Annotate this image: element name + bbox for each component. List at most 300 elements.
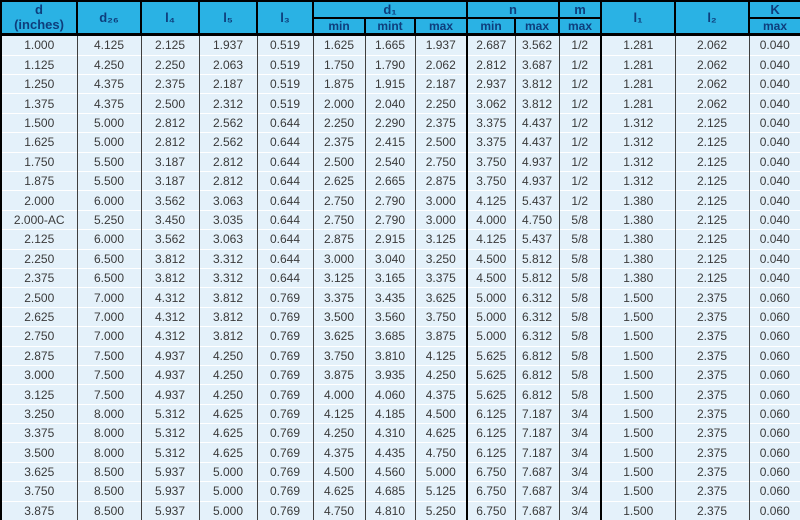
table-cell: 5/8 bbox=[559, 385, 601, 404]
table-cell: 1.790 bbox=[365, 55, 415, 74]
table-cell: 3.187 bbox=[141, 172, 199, 191]
table-cell: 2.812 bbox=[141, 113, 199, 132]
table-cell: 6.125 bbox=[467, 424, 515, 443]
table-cell: 1.000 bbox=[1, 35, 77, 56]
table-cell: 2.125 bbox=[675, 210, 749, 229]
table-cell: 2.540 bbox=[365, 152, 415, 171]
table-cell: 5.937 bbox=[141, 501, 199, 520]
table-cell: 6.750 bbox=[467, 482, 515, 501]
column-group-n: n bbox=[467, 1, 559, 18]
table-cell: 5.500 bbox=[77, 152, 141, 171]
table-cell: 3.187 bbox=[141, 152, 199, 171]
table-cell: 4.060 bbox=[365, 385, 415, 404]
table-cell: 2.687 bbox=[467, 35, 515, 56]
table-row bbox=[1, 365, 800, 384]
table-cell: 3.375 bbox=[467, 133, 515, 152]
table-cell: 4.625 bbox=[415, 424, 467, 443]
table-cell: 2.000-AC bbox=[1, 210, 77, 229]
table-cell: 1.937 bbox=[415, 35, 467, 56]
table-cell: 0.644 bbox=[257, 249, 313, 268]
table-cell: 3.812 bbox=[199, 288, 257, 307]
table-cell: 3.810 bbox=[365, 346, 415, 365]
table-cell: 2.875 bbox=[313, 230, 365, 249]
table-row bbox=[1, 35, 800, 56]
table-row bbox=[1, 288, 800, 307]
table-cell: 0.769 bbox=[257, 307, 313, 326]
table-cell: 4.625 bbox=[199, 424, 257, 443]
table-cell: 8.000 bbox=[77, 424, 141, 443]
table-cell: 3.625 bbox=[1, 462, 77, 481]
table-cell: 1.750 bbox=[313, 55, 365, 74]
table-cell: 2.125 bbox=[675, 133, 749, 152]
table-cell: 1.380 bbox=[601, 210, 675, 229]
table-cell: 7.187 bbox=[515, 443, 559, 462]
table-cell: 2.125 bbox=[675, 191, 749, 210]
table-row bbox=[1, 462, 800, 481]
table-cell: 2.125 bbox=[675, 172, 749, 191]
table-cell: 4.125 bbox=[415, 346, 467, 365]
table-cell: 1/2 bbox=[559, 55, 601, 74]
table-cell: 0.769 bbox=[257, 346, 313, 365]
table-cell: 6.312 bbox=[515, 288, 559, 307]
table-cell: 4.310 bbox=[365, 424, 415, 443]
table-row bbox=[1, 75, 800, 94]
table-cell: 4.375 bbox=[77, 75, 141, 94]
table-cell: 2.625 bbox=[1, 307, 77, 326]
table-cell: 4.312 bbox=[141, 307, 199, 326]
table-cell: 2.750 bbox=[313, 191, 365, 210]
table-row bbox=[1, 55, 800, 74]
table-cell: 4.437 bbox=[515, 113, 559, 132]
table-cell: 0.769 bbox=[257, 288, 313, 307]
table-cell: 4.250 bbox=[313, 424, 365, 443]
table-cell: 5.250 bbox=[415, 501, 467, 520]
table-cell: 0.040 bbox=[749, 152, 800, 171]
table-cell: 1.875 bbox=[1, 172, 77, 191]
table-cell: 2.562 bbox=[199, 113, 257, 132]
table-cell: 1.937 bbox=[199, 35, 257, 56]
table-cell: 3.687 bbox=[515, 55, 559, 74]
table-cell: 3/4 bbox=[559, 462, 601, 481]
table-cell: 2.125 bbox=[675, 249, 749, 268]
table-cell: 2.040 bbox=[365, 94, 415, 113]
table-cell: 2.062 bbox=[675, 75, 749, 94]
table-cell: 5/8 bbox=[559, 268, 601, 287]
table-row bbox=[1, 152, 800, 171]
table-cell: 1.500 bbox=[601, 307, 675, 326]
column-group-k: K bbox=[749, 1, 800, 18]
table-cell: 4.250 bbox=[199, 385, 257, 404]
table-cell: 3.062 bbox=[467, 94, 515, 113]
table-cell: 4.375 bbox=[415, 385, 467, 404]
table-cell: 6.312 bbox=[515, 327, 559, 346]
table-cell: 3.812 bbox=[141, 268, 199, 287]
table-row bbox=[1, 268, 800, 287]
table-cell: 0.769 bbox=[257, 385, 313, 404]
table-cell: 2.375 bbox=[675, 462, 749, 481]
table-cell: 0.769 bbox=[257, 482, 313, 501]
table-cell: 4.500 bbox=[467, 249, 515, 268]
table-cell: 5.000 bbox=[467, 307, 515, 326]
table-cell: 6.000 bbox=[77, 191, 141, 210]
table-cell: 3.125 bbox=[415, 230, 467, 249]
table-cell: 1/2 bbox=[559, 133, 601, 152]
table-cell: 4.000 bbox=[313, 385, 365, 404]
table-cell: 2.062 bbox=[415, 55, 467, 74]
table-row bbox=[1, 133, 800, 152]
table-cell: 1.500 bbox=[601, 482, 675, 501]
table-row bbox=[1, 385, 800, 404]
table-cell: 0.060 bbox=[749, 501, 800, 520]
table-cell: 8.500 bbox=[77, 482, 141, 501]
table-cell: 3.312 bbox=[199, 268, 257, 287]
column-header-l2: l₂ bbox=[675, 1, 749, 35]
table-cell: 1.915 bbox=[365, 75, 415, 94]
table-cell: 0.644 bbox=[257, 210, 313, 229]
table-cell: 0.040 bbox=[749, 75, 800, 94]
table-cell: 2.375 bbox=[675, 307, 749, 326]
table-cell: 0.040 bbox=[749, 210, 800, 229]
table-row bbox=[1, 482, 800, 501]
column-group-d1: d₁ bbox=[313, 1, 467, 18]
table-cell: 3.562 bbox=[515, 35, 559, 56]
table-cell: 1.500 bbox=[601, 501, 675, 520]
table-row bbox=[1, 443, 800, 462]
table-cell: 1.380 bbox=[601, 268, 675, 287]
table-cell: 6.812 bbox=[515, 385, 559, 404]
table-cell: 4.000 bbox=[467, 210, 515, 229]
table-cell: 1.625 bbox=[1, 133, 77, 152]
table-cell: 5.312 bbox=[141, 424, 199, 443]
table-cell: 0.060 bbox=[749, 404, 800, 423]
table-row bbox=[1, 210, 800, 229]
table-cell: 2.875 bbox=[1, 346, 77, 365]
table-cell: 2.125 bbox=[675, 152, 749, 171]
table-cell: 2.312 bbox=[199, 94, 257, 113]
table-cell: 5.000 bbox=[467, 288, 515, 307]
table-cell: 3.165 bbox=[365, 268, 415, 287]
table-cell: 3.812 bbox=[199, 307, 257, 326]
table-cell: 1/2 bbox=[559, 75, 601, 94]
table-cell: 5.312 bbox=[141, 404, 199, 423]
table-cell: 5/8 bbox=[559, 249, 601, 268]
table-cell: 2.062 bbox=[675, 94, 749, 113]
table-cell: 4.937 bbox=[515, 152, 559, 171]
table-cell: 4.125 bbox=[467, 191, 515, 210]
table-cell: 0.040 bbox=[749, 35, 800, 56]
table-cell: 0.644 bbox=[257, 113, 313, 132]
table-cell: 0.060 bbox=[749, 385, 800, 404]
table-cell: 8.000 bbox=[77, 443, 141, 462]
table-cell: 5.625 bbox=[467, 346, 515, 365]
table-cell: 3.250 bbox=[415, 249, 467, 268]
table-cell: 6.500 bbox=[77, 249, 141, 268]
table-cell: 0.060 bbox=[749, 346, 800, 365]
table-cell: 1.281 bbox=[601, 55, 675, 74]
table-cell: 0.040 bbox=[749, 230, 800, 249]
table-cell: 3.040 bbox=[365, 249, 415, 268]
table-cell: 2.812 bbox=[141, 133, 199, 152]
table-cell: 2.375 bbox=[415, 113, 467, 132]
table-cell: 2.375 bbox=[675, 346, 749, 365]
table-row bbox=[1, 307, 800, 326]
column-header-l5: l₅ bbox=[199, 1, 257, 35]
table-cell: 2.375 bbox=[675, 327, 749, 346]
table-cell: 3.875 bbox=[313, 365, 365, 384]
table-cell: 2.000 bbox=[313, 94, 365, 113]
table-cell: 6.750 bbox=[467, 462, 515, 481]
table-cell: 7.000 bbox=[77, 327, 141, 346]
table-cell: 3.750 bbox=[1, 482, 77, 501]
table-cell: 0.040 bbox=[749, 55, 800, 74]
table-cell: 0.040 bbox=[749, 249, 800, 268]
table-cell: 0.519 bbox=[257, 55, 313, 74]
subheader-m-max: max bbox=[559, 18, 601, 35]
table-cell: 3.562 bbox=[141, 230, 199, 249]
table-cell: 6.812 bbox=[515, 346, 559, 365]
table-row bbox=[1, 346, 800, 365]
column-header-l3: l₃ bbox=[257, 1, 313, 35]
table-cell: 5.937 bbox=[141, 462, 199, 481]
table-cell: 7.500 bbox=[77, 385, 141, 404]
table-cell: 1.500 bbox=[601, 424, 675, 443]
table-cell: 1/2 bbox=[559, 152, 601, 171]
table-cell: 5/8 bbox=[559, 346, 601, 365]
table-cell: 1.500 bbox=[601, 404, 675, 423]
table-cell: 5.000 bbox=[77, 113, 141, 132]
table-cell: 3/4 bbox=[559, 501, 601, 520]
table-cell: 4.125 bbox=[467, 230, 515, 249]
table-row bbox=[1, 404, 800, 423]
table-cell: 7.000 bbox=[77, 307, 141, 326]
table-cell: 0.519 bbox=[257, 94, 313, 113]
table-cell: 7.687 bbox=[515, 482, 559, 501]
table-cell: 1.500 bbox=[601, 443, 675, 462]
table-cell: 1.875 bbox=[313, 75, 365, 94]
table-cell: 5.812 bbox=[515, 249, 559, 268]
table-cell: 6.500 bbox=[77, 268, 141, 287]
table-cell: 1.312 bbox=[601, 113, 675, 132]
table-cell: 0.040 bbox=[749, 133, 800, 152]
table-cell: 1.312 bbox=[601, 152, 675, 171]
table-cell: 3.063 bbox=[199, 230, 257, 249]
table-cell: 0.644 bbox=[257, 172, 313, 191]
table-cell: 3.000 bbox=[313, 249, 365, 268]
table-cell: 2.750 bbox=[415, 152, 467, 171]
table-cell: 1/2 bbox=[559, 35, 601, 56]
table-cell: 0.060 bbox=[749, 327, 800, 346]
table-cell: 3/4 bbox=[559, 424, 601, 443]
table-cell: 5.000 bbox=[415, 462, 467, 481]
table-cell: 3.812 bbox=[515, 75, 559, 94]
table-header bbox=[1, 1, 800, 35]
table-cell: 1.125 bbox=[1, 55, 77, 74]
table-cell: 3.625 bbox=[415, 288, 467, 307]
table-cell: 2.375 bbox=[313, 133, 365, 152]
table-cell: 4.250 bbox=[199, 365, 257, 384]
table-cell: 0.769 bbox=[257, 327, 313, 346]
table-cell: 2.250 bbox=[313, 113, 365, 132]
table-cell: 2.500 bbox=[313, 152, 365, 171]
table-cell: 3.750 bbox=[415, 307, 467, 326]
table-cell: 1.750 bbox=[1, 152, 77, 171]
table-cell: 0.040 bbox=[749, 113, 800, 132]
table-cell: 0.060 bbox=[749, 365, 800, 384]
table-cell: 5.000 bbox=[199, 501, 257, 520]
table-cell: 4.625 bbox=[313, 482, 365, 501]
table-cell: 3/4 bbox=[559, 482, 601, 501]
table-row bbox=[1, 327, 800, 346]
table-cell: 0.060 bbox=[749, 462, 800, 481]
table-cell: 4.500 bbox=[415, 404, 467, 423]
table-cell: 0.769 bbox=[257, 404, 313, 423]
table-cell: 2.812 bbox=[467, 55, 515, 74]
table-cell: 2.915 bbox=[365, 230, 415, 249]
table-cell: 2.187 bbox=[199, 75, 257, 94]
table-cell: 2.250 bbox=[1, 249, 77, 268]
table-cell: 5.250 bbox=[77, 210, 141, 229]
table-cell: 3.562 bbox=[141, 191, 199, 210]
table-cell: 3.375 bbox=[467, 113, 515, 132]
table-cell: 7.500 bbox=[77, 346, 141, 365]
header-row-groups bbox=[1, 1, 800, 18]
table-row bbox=[1, 94, 800, 113]
table-cell: 4.750 bbox=[515, 210, 559, 229]
table-row bbox=[1, 172, 800, 191]
header-d-line2: (inches) bbox=[14, 16, 64, 32]
table-cell: 6.750 bbox=[467, 501, 515, 520]
table-cell: 6.000 bbox=[77, 230, 141, 249]
table-cell: 2.790 bbox=[365, 210, 415, 229]
table-cell: 2.063 bbox=[199, 55, 257, 74]
table-cell: 2.562 bbox=[199, 133, 257, 152]
table-cell: 3.250 bbox=[1, 404, 77, 423]
column-header-l4: l₄ bbox=[141, 1, 199, 35]
column-header-d26: d₂₆ bbox=[77, 1, 141, 35]
table-cell: 3.560 bbox=[365, 307, 415, 326]
table-cell: 2.250 bbox=[415, 94, 467, 113]
table-cell: 0.644 bbox=[257, 230, 313, 249]
table-cell: 2.125 bbox=[141, 35, 199, 56]
table-cell: 3.125 bbox=[313, 268, 365, 287]
table-cell: 2.500 bbox=[415, 133, 467, 152]
table-cell: 2.125 bbox=[1, 230, 77, 249]
table-cell: 2.625 bbox=[313, 172, 365, 191]
table-cell: 2.290 bbox=[365, 113, 415, 132]
table-cell: 3.935 bbox=[365, 365, 415, 384]
table-cell: 6.125 bbox=[467, 404, 515, 423]
table-cell: 2.375 bbox=[141, 75, 199, 94]
table-cell: 7.500 bbox=[77, 365, 141, 384]
table-cell: 2.415 bbox=[365, 133, 415, 152]
table-cell: 3/4 bbox=[559, 443, 601, 462]
column-group-m: m bbox=[559, 1, 601, 18]
table-cell: 5.000 bbox=[199, 462, 257, 481]
table-cell: 3.812 bbox=[141, 249, 199, 268]
table-cell: 1.500 bbox=[601, 288, 675, 307]
table-cell: 0.644 bbox=[257, 133, 313, 152]
table-cell: 2.790 bbox=[365, 191, 415, 210]
table-cell: 2.375 bbox=[1, 268, 77, 287]
table-cell: 3.812 bbox=[199, 327, 257, 346]
table-cell: 3.450 bbox=[141, 210, 199, 229]
table-cell: 6.125 bbox=[467, 443, 515, 462]
table-cell: 1.312 bbox=[601, 133, 675, 152]
table-cell: 0.519 bbox=[257, 75, 313, 94]
table-cell: 1/2 bbox=[559, 191, 601, 210]
table-cell: 4.125 bbox=[313, 404, 365, 423]
table-cell: 6.312 bbox=[515, 307, 559, 326]
table-cell: 1.250 bbox=[1, 75, 77, 94]
table-row bbox=[1, 113, 800, 132]
table-cell: 3.500 bbox=[1, 443, 77, 462]
table-cell: 2.125 bbox=[675, 268, 749, 287]
table-cell: 5/8 bbox=[559, 288, 601, 307]
subheader-d1-min: min bbox=[313, 18, 365, 35]
table-cell: 3.000 bbox=[415, 191, 467, 210]
table-cell: 7.687 bbox=[515, 462, 559, 481]
table-cell: 7.687 bbox=[515, 501, 559, 520]
table-cell: 4.250 bbox=[77, 55, 141, 74]
table-cell: 3.750 bbox=[313, 346, 365, 365]
table-cell: 1.625 bbox=[313, 35, 365, 56]
table-cell: 1.380 bbox=[601, 191, 675, 210]
table-cell: 5.625 bbox=[467, 365, 515, 384]
table-cell: 5.437 bbox=[515, 230, 559, 249]
table-cell: 4.625 bbox=[199, 443, 257, 462]
table-cell: 4.937 bbox=[141, 365, 199, 384]
table-cell: 5.500 bbox=[77, 172, 141, 191]
table-row bbox=[1, 249, 800, 268]
table-cell: 0.644 bbox=[257, 152, 313, 171]
table-cell: 1.281 bbox=[601, 75, 675, 94]
table-cell: 3.812 bbox=[515, 94, 559, 113]
table-cell: 0.060 bbox=[749, 307, 800, 326]
subheader-n-max: max bbox=[515, 18, 559, 35]
table-cell: 1.281 bbox=[601, 94, 675, 113]
table-cell: 5/8 bbox=[559, 230, 601, 249]
table-cell: 4.937 bbox=[141, 385, 199, 404]
table-cell: 2.375 bbox=[675, 443, 749, 462]
table-cell: 2.375 bbox=[675, 424, 749, 443]
table-cell: 0.644 bbox=[257, 191, 313, 210]
table-cell: 4.937 bbox=[515, 172, 559, 191]
table-cell: 2.062 bbox=[675, 35, 749, 56]
subheader-k-max: max bbox=[749, 18, 800, 35]
table-cell: 8.500 bbox=[77, 462, 141, 481]
table-cell: 0.769 bbox=[257, 443, 313, 462]
table-cell: 2.750 bbox=[1, 327, 77, 346]
table-cell: 4.435 bbox=[365, 443, 415, 462]
table-cell: 0.644 bbox=[257, 268, 313, 287]
table-cell: 3.063 bbox=[199, 191, 257, 210]
table-cell: 1/2 bbox=[559, 94, 601, 113]
table-cell: 1.500 bbox=[601, 327, 675, 346]
table-cell: 2.062 bbox=[675, 55, 749, 74]
table-cell: 4.312 bbox=[141, 327, 199, 346]
table-cell: 3.375 bbox=[1, 424, 77, 443]
table-cell: 0.769 bbox=[257, 462, 313, 481]
table-cell: 2.750 bbox=[313, 210, 365, 229]
table-cell: 4.685 bbox=[365, 482, 415, 501]
table-cell: 2.375 bbox=[675, 404, 749, 423]
subheader-d1-max: max bbox=[415, 18, 467, 35]
table-cell: 0.040 bbox=[749, 172, 800, 191]
table-cell: 3.625 bbox=[313, 327, 365, 346]
table-cell: 2.125 bbox=[675, 113, 749, 132]
table-cell: 2.500 bbox=[1, 288, 77, 307]
table-cell: 4.125 bbox=[77, 35, 141, 56]
